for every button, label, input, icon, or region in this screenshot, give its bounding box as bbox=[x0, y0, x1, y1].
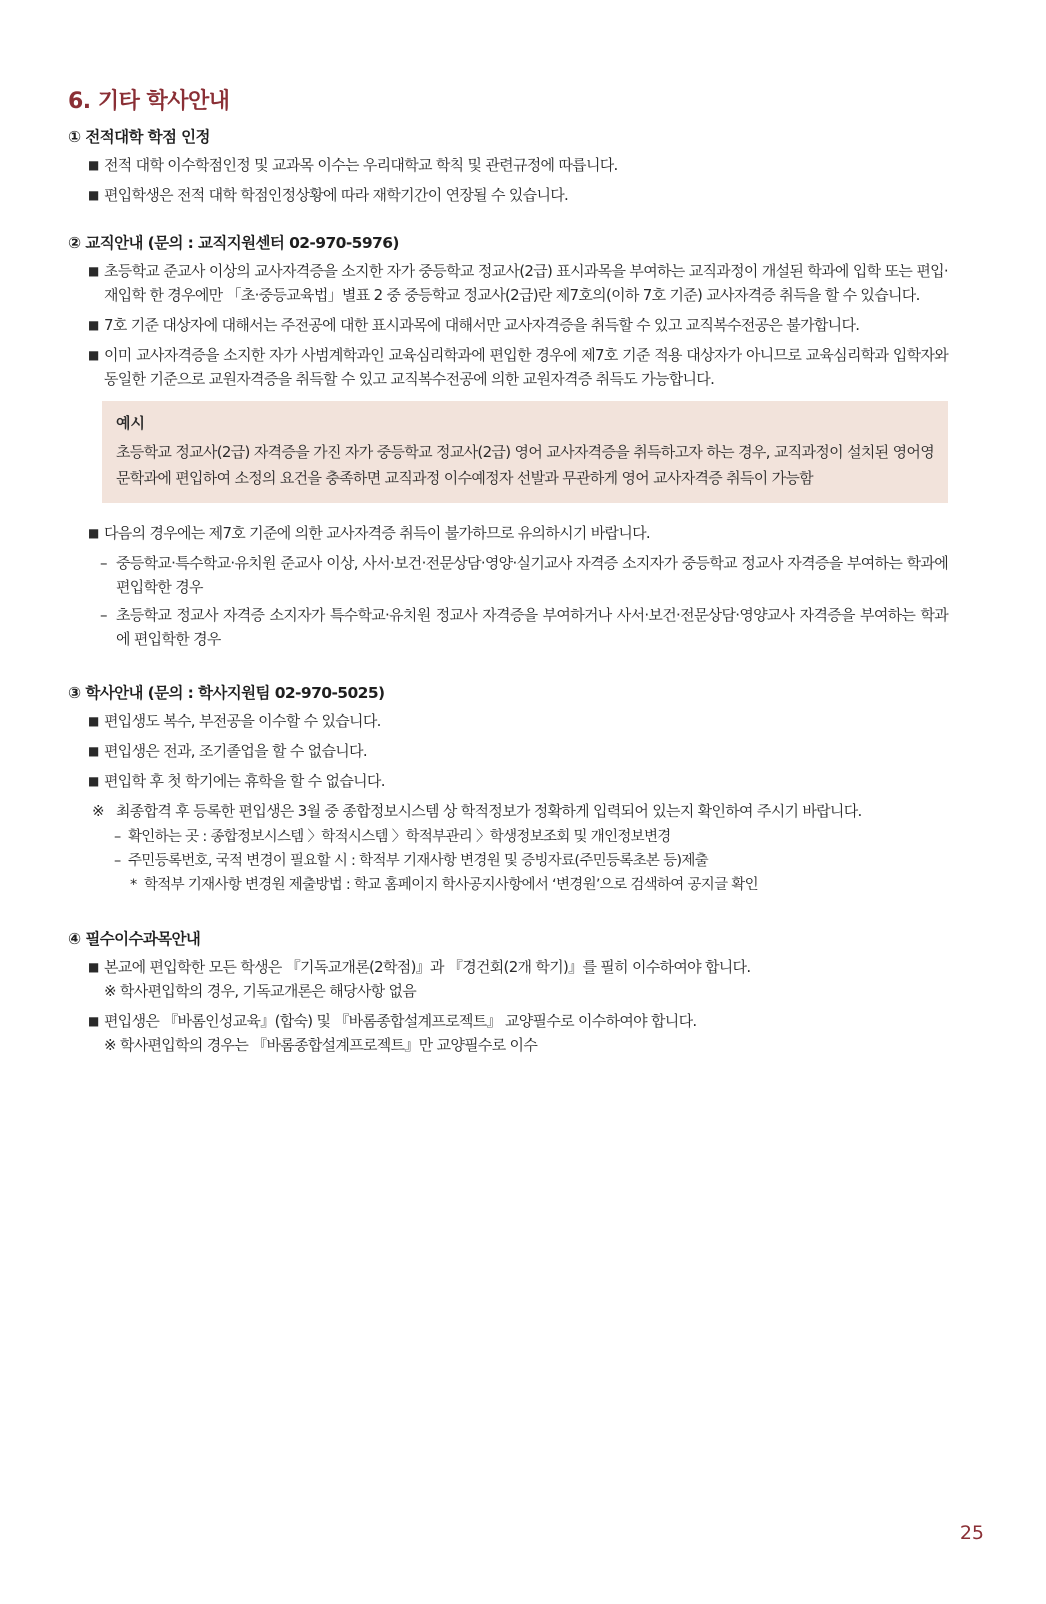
bullet-item: ■ 편입학생은 전적 대학 학점인정상황에 따라 재학기간이 연장될 수 있습니다. bbox=[68, 183, 948, 207]
note-item: ※ 학사편입학의 경우는 『바롬종합설계프로젝트』만 교양필수로 이수 bbox=[104, 1036, 538, 1054]
section-required-courses bbox=[68, 927, 948, 1057]
dash-mark: – bbox=[100, 606, 107, 624]
dash-text: 초등학교 정교사 자격증 소지자가 특수학교·유치원 정교사 자격증을 부여하거나 사서·보건·전문상담·영양교사 자격증을 부여하는 학과에 편입학한 경우 bbox=[116, 606, 948, 648]
note-item bbox=[68, 799, 948, 823]
bullet-item: ■ 편입생은 전과, 조기졸업을 할 수 없습니다. bbox=[68, 739, 948, 763]
bullet-item: ■ 7호 기준 대상자에 대해서는 주전공에 대한 표시과목에 대해서만 교사자격증을 취득할 수 있고 교직복수전공은 불가합니다. bbox=[68, 313, 948, 337]
sub-text: 주민등록번호, 국적 변경이 필요할 시 : 학적부 기재사항 변경원 및 증빙자료(주민등록초본 등)제출 bbox=[128, 853, 708, 869]
bullet-item: ■ 본교에 편입학한 모든 학생은 『기독교개론(2학점)』과 『경건회(2개 학기)』를 필히 이수하여야 합니다. bbox=[68, 955, 948, 979]
dash-item bbox=[68, 603, 948, 651]
example-title: 예시 bbox=[116, 414, 145, 432]
section-heading: ③ 학사안내 (문의 : 학사지원팀 02-970-5025) bbox=[68, 684, 385, 702]
section-teaching-info bbox=[68, 231, 948, 651]
bullet-item: ■ 다음의 경우에는 제7호 기준에 의한 교사자격증 취득이 불가하므로 유의하시기 바랍니다. bbox=[68, 521, 948, 545]
page-number: 25 bbox=[959, 1522, 984, 1544]
section-academic-info bbox=[68, 681, 948, 897]
star-mark: * bbox=[130, 877, 137, 893]
section-heading: ② 교직안내 (문의 : 교직지원센터 02-970-5976) bbox=[68, 234, 399, 252]
sub-text: 학적부 기재사항 변경원 제출방법 : 학교 홈페이지 학사공지사항에서 ‘변경원’으로 검색하여 공지글 확인 bbox=[144, 877, 758, 893]
document-page bbox=[68, 84, 948, 1081]
sub-item bbox=[68, 873, 948, 897]
dash-item bbox=[68, 551, 948, 599]
dash-mark: – bbox=[100, 554, 107, 572]
bullet-item: ■ 편입생도 복수, 부전공을 이수할 수 있습니다. bbox=[68, 709, 948, 733]
sub-item bbox=[68, 849, 948, 873]
section-transfer-credits bbox=[68, 125, 948, 207]
note-mark: ※ bbox=[92, 802, 104, 820]
page-title: 6. 기타 학사안내 bbox=[68, 89, 230, 114]
sub-text: 확인하는 곳 : 종합정보시스템 〉학적시스템 〉학적부관리 〉학생정보조회 및 개인정보변경 bbox=[128, 829, 671, 845]
bullet-item: ■ 편입생은 『바롬인성교육』(합숙) 및 『바롬종합설계프로젝트』 교양필수로 이수하여야 합니다. bbox=[68, 1009, 948, 1033]
note-text: 최종합격 후 등록한 편입생은 3월 중 종합정보시스템 상 학적정보가 정확하게 입력되어 있는지 확인하여 주시기 바랍니다. bbox=[116, 802, 862, 820]
example-box bbox=[102, 401, 948, 503]
sub-item bbox=[68, 825, 948, 849]
dash-text: 중등학교·특수학교·유치원 준교사 이상, 사서·보건·전문상담·영양·실기교사 자격증 소지자가 중등학교 정교사 자격증을 부여하는 학과에 편입학한 경우 bbox=[116, 554, 948, 596]
bullet-item: ■ 편입학 후 첫 학기에는 휴학을 할 수 없습니다. bbox=[68, 769, 948, 793]
example-text: 초등학교 정교사(2급) 자격증을 가진 자가 중등학교 정교사(2급) 영어 교사자격증을 취득하고자 하는 경우, 교직과정이 설치된 영어영문학과에 편입하여 소정의 요건을 충족하면 교직과정 이수예정자 선발과 무관하게 영어 교사자격증 취득이 가능함 bbox=[116, 443, 934, 487]
section-heading: ① 전적대학 학점 인정 bbox=[68, 128, 210, 146]
bullet-item: ■ 전적 대학 이수학점인정 및 교과목 이수는 우리대학교 학칙 및 관련규정에 따릅니다. bbox=[68, 153, 948, 177]
bullet-item: ■ 이미 교사자격증을 소지한 자가 사범계학과인 교육심리학과에 편입한 경우에 제7호 기준 적용 대상자가 아니므로 교육심리학과 입학자와 동일한 기준으로 교원자격증을 취득할 수 있고 교직복수전공에 의한 교원자격증 취득도 가능합니다. bbox=[68, 343, 948, 391]
bullet-item: ■ 초등학교 준교사 이상의 교사자격증을 소지한 자가 중등학교 정교사(2급) 표시과목을 부여하는 교직과정이 개설된 학과에 입학 또는 편입·재입학 한 경우에만 「초·중등교육법」별표 2 중 중등학교 정교사(2급)란 제7호의(이하 7호 기준) 교사자격증 취득을 할 수 있습니다. bbox=[68, 259, 948, 307]
sub-mark: – bbox=[114, 853, 121, 869]
note-item: ※ 학사편입학의 경우, 기독교개론은 해당사항 없음 bbox=[104, 982, 417, 1000]
section-heading: ④ 필수이수과목안내 bbox=[68, 930, 201, 948]
sub-mark: – bbox=[114, 829, 121, 845]
